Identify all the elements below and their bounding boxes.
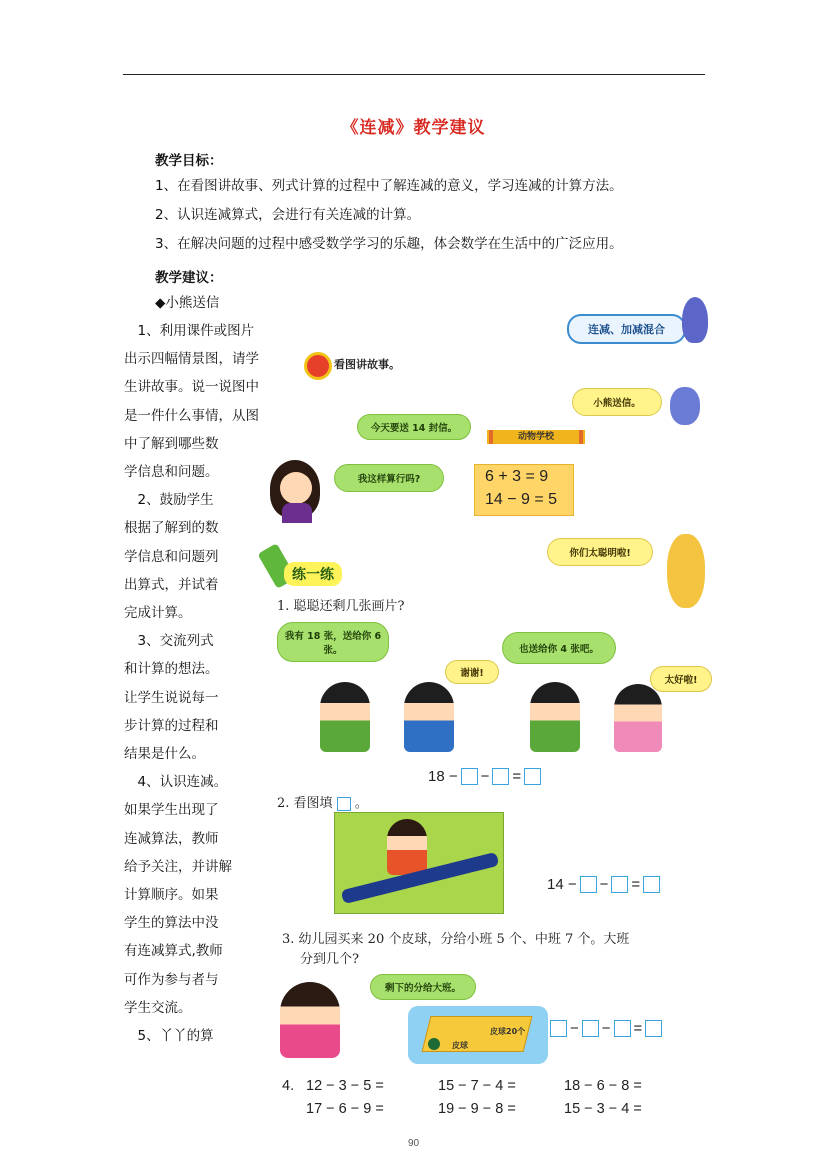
suggestion-line: 根据了解到的数	[124, 520, 219, 537]
suggestion-line: 2、鼓励学生	[124, 492, 214, 509]
answer-box[interactable]	[492, 768, 509, 785]
box-label-2: 皮球	[452, 1041, 468, 1050]
suggestion-line: 给予关注，并讲解	[124, 858, 232, 875]
rosette-icon	[304, 352, 332, 380]
answer-box[interactable]	[614, 1020, 631, 1037]
suggestion-line: 生讲故事。说一说图中	[124, 379, 259, 396]
ball-box-scene	[408, 1006, 548, 1064]
suggestion-line: 如果学生出现了	[124, 802, 219, 819]
bubble-letters: 今天要送 14 封信。	[357, 414, 471, 440]
answer-box[interactable]	[550, 1020, 567, 1037]
bubble-rabbit: 你们太聪明啦!	[547, 538, 653, 566]
equation-1: 18 − − =	[428, 768, 541, 785]
box-label-1: 皮球20个	[490, 1027, 526, 1036]
bubble-18: 我有 18 张，送给你 6 张。	[277, 622, 389, 662]
goal-2: 2、认识连减算式，会进行有关连减的计算。	[155, 207, 421, 223]
suggestion-line: 出示四幅情景图，请学	[124, 351, 259, 368]
calc-line-1: 6 + 3 = 9	[485, 468, 549, 485]
practice-label: 练一练	[284, 562, 342, 586]
bubble-4: 也送给你 4 张吧。	[502, 632, 616, 664]
bubble-rest: 剩下的分给大班。	[370, 974, 476, 1000]
suggestion-line: 学信息和问题列	[124, 548, 219, 565]
eq1-start: 18 −	[428, 768, 458, 785]
goal-1: 1、在看图讲故事、列式计算的过程中了解连减的意义，学习连减的计算方法。	[155, 178, 623, 194]
answer-box[interactable]	[580, 876, 597, 893]
boy-2-icon	[404, 682, 454, 752]
suggestion-line: 5、丫丫的算	[124, 1028, 214, 1045]
header-rule	[123, 74, 705, 75]
bubble-great: 太好啦!	[650, 666, 712, 692]
calc-item: 18 − 6 − 8 =	[564, 1078, 642, 1094]
suggestion-line: 结果是什么。	[124, 746, 205, 763]
bear-character-icon	[670, 387, 700, 425]
suggestion-line: 3、交流列式	[124, 633, 214, 650]
question-3-line-2: 分到几个?	[300, 952, 359, 967]
question-1: 1. 聪聪还剩几张画片?	[277, 599, 405, 614]
question-3-line-1: 3. 幼儿园买来 20 个皮球，分给小班 5 个、中班 7 个。大班	[282, 932, 630, 947]
suggestion-line: 学生交流。	[124, 999, 192, 1016]
answer-box	[337, 797, 351, 811]
badge-mascot-icon	[682, 297, 708, 343]
suggestion-line: 连减算法，教师	[124, 830, 219, 847]
boy-1-icon	[320, 682, 370, 752]
calc-card	[474, 464, 574, 516]
girl-face-icon	[280, 472, 312, 504]
boy-3-icon	[530, 682, 580, 752]
calc-item: 19 − 9 − 8 =	[438, 1101, 516, 1117]
girl-shirt-icon	[282, 503, 312, 523]
ribbon-scene	[334, 812, 504, 914]
suggestion-line: 是一件什么事情，从图	[124, 407, 259, 424]
suggestion-line: 计算顺序。如果	[124, 887, 219, 904]
suggestion-line: 1、利用课件或图片	[124, 323, 255, 339]
suggestion-line: 可作为参与者与	[124, 971, 219, 988]
answer-box[interactable]	[645, 1020, 662, 1037]
bubble-bear: 小熊送信。	[572, 388, 662, 416]
answer-box[interactable]	[582, 1020, 599, 1037]
suggestion-line: 步计算的过程和	[124, 717, 219, 734]
section-label: ◆小熊送信	[155, 295, 220, 311]
suggest-heading: 教学建议：	[155, 270, 223, 286]
suggestion-column	[124, 317, 259, 1050]
page-title: 《连减》教学建议	[341, 118, 486, 138]
suggestion-line: 4、认识连减。	[124, 774, 228, 791]
ribbon-girl-icon	[387, 819, 427, 875]
suggestion-line: 出算式，并试着	[124, 576, 219, 593]
school-sign: 动物学校	[487, 430, 585, 444]
bubble-thanks: 谢谢!	[445, 660, 499, 684]
teacher-icon	[280, 982, 340, 1058]
suggestion-line: 有连减算式,教师	[124, 943, 223, 960]
suggestion-line: 和计算的想法。	[124, 661, 219, 678]
question-4-number: 4.	[282, 1078, 295, 1094]
suggestion-line: 完成计算。	[124, 605, 192, 622]
calc-item: 17 − 6 − 9 =	[306, 1101, 384, 1117]
girl-2-icon	[614, 684, 662, 752]
answer-box[interactable]	[461, 768, 478, 785]
sign-post-right	[579, 430, 583, 444]
suggestion-line: 学生的算法中没	[124, 915, 219, 932]
page-number: 90	[407, 1138, 420, 1149]
textbook-image	[262, 292, 722, 1127]
answer-box[interactable]	[611, 876, 628, 893]
story-label: 看图讲故事。	[334, 358, 400, 371]
calc-item: 12 − 3 − 5 =	[306, 1078, 384, 1094]
equation-3: − − =	[550, 1020, 662, 1037]
bubble-girl: 我这样算行吗?	[334, 464, 444, 492]
question-2: 2. 看图填 。	[277, 796, 368, 811]
suggestion-line: 学信息和问题。	[124, 464, 219, 481]
calc-line-2: 14 − 9 = 5	[485, 491, 558, 508]
goals-heading: 教学目标：	[155, 153, 223, 169]
suggestion-line: 中了解到哪些数	[124, 435, 219, 452]
calc-item: 15 − 3 − 4 =	[564, 1101, 642, 1117]
sign-post-left	[489, 430, 493, 444]
calc-item: 15 − 7 − 4 =	[438, 1078, 516, 1094]
ball-icon	[428, 1038, 440, 1050]
answer-box[interactable]	[524, 768, 541, 785]
rabbit-character-icon	[667, 534, 705, 608]
equation-2: 14 − − =	[547, 876, 660, 893]
chapter-badge: 连减、加减混合	[567, 314, 686, 344]
goal-3: 3、在解决问题的过程中感受数学学习的乐趣，体会数学在生活中的广泛应用。	[155, 236, 623, 252]
suggestion-line: 让学生说说每一	[124, 689, 219, 706]
answer-box[interactable]	[643, 876, 660, 893]
